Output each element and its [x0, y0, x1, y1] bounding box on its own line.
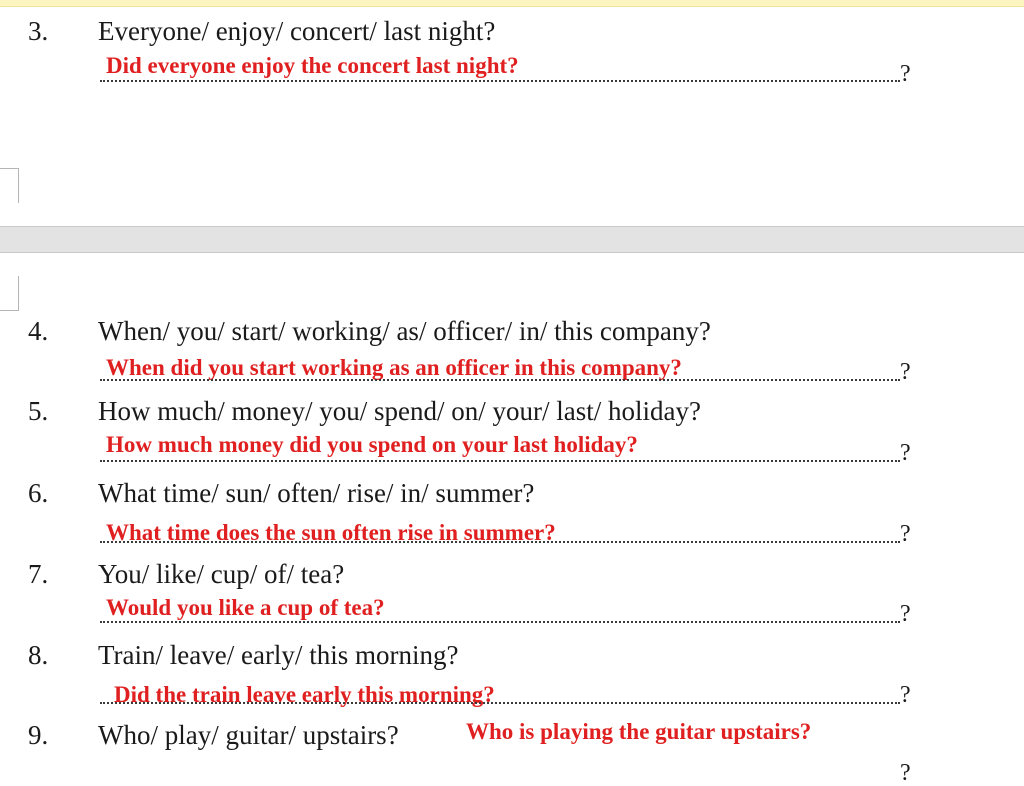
- page-corner-mark: [0, 276, 19, 311]
- question-number: 8.: [28, 640, 49, 670]
- question-number: 9.: [28, 720, 49, 750]
- question-prompt: How much/ money/ you/ spend/ on/ your/ last/ holiday?: [98, 396, 701, 426]
- question-mark: ?: [900, 61, 911, 87]
- answer-line: [100, 379, 900, 381]
- question-mark: ?: [900, 760, 911, 786]
- page-break: [0, 226, 1024, 253]
- question-mark: ?: [900, 521, 911, 547]
- question-number: 6.: [28, 478, 49, 508]
- question-prompt: When/ you/ start/ working/ as/ officer/ in/ this company?: [98, 316, 711, 346]
- question-prompt: What time/ sun/ often/ rise/ in/ summer?: [98, 478, 535, 508]
- answer-line: [100, 621, 900, 623]
- answer-line: [100, 541, 900, 543]
- question-number: 4.: [28, 316, 49, 346]
- answer-text: How much money did you spend on your last holiday?: [106, 432, 638, 457]
- question-number: 3.: [28, 16, 49, 46]
- question-mark: ?: [900, 440, 911, 466]
- answer-line: [100, 80, 900, 82]
- question-prompt: You/ like/ cup/ of/ tea?: [98, 559, 345, 589]
- answer-text: Did everyone enjoy the concert last night?: [106, 53, 519, 78]
- question-prompt: Everyone/ enjoy/ concert/ last night?: [98, 16, 496, 46]
- question-number: 7.: [28, 559, 49, 589]
- answer-text: What time does the sun often rise in summer?: [106, 520, 556, 545]
- answer-line: [100, 460, 900, 462]
- question-mark: ?: [900, 682, 911, 708]
- question-mark: ?: [900, 601, 911, 627]
- answer-text: When did you start working as an officer in this company?: [106, 355, 682, 380]
- answer-text: Would you like a cup of tea?: [106, 595, 385, 620]
- answer-text: Who is playing the guitar upstairs?: [466, 719, 812, 744]
- question-prompt: Train/ leave/ early/ this morning?: [98, 640, 459, 670]
- question-prompt: Who/ play/ guitar/ upstairs?: [98, 720, 399, 750]
- question-mark: ?: [900, 359, 911, 385]
- top-highlight-strip: [0, 0, 1024, 7]
- question-number: 5.: [28, 396, 49, 426]
- page-corner-mark: [0, 168, 19, 203]
- answer-text: Did the train leave early this morning?: [114, 682, 495, 707]
- answer-line: [100, 702, 900, 704]
